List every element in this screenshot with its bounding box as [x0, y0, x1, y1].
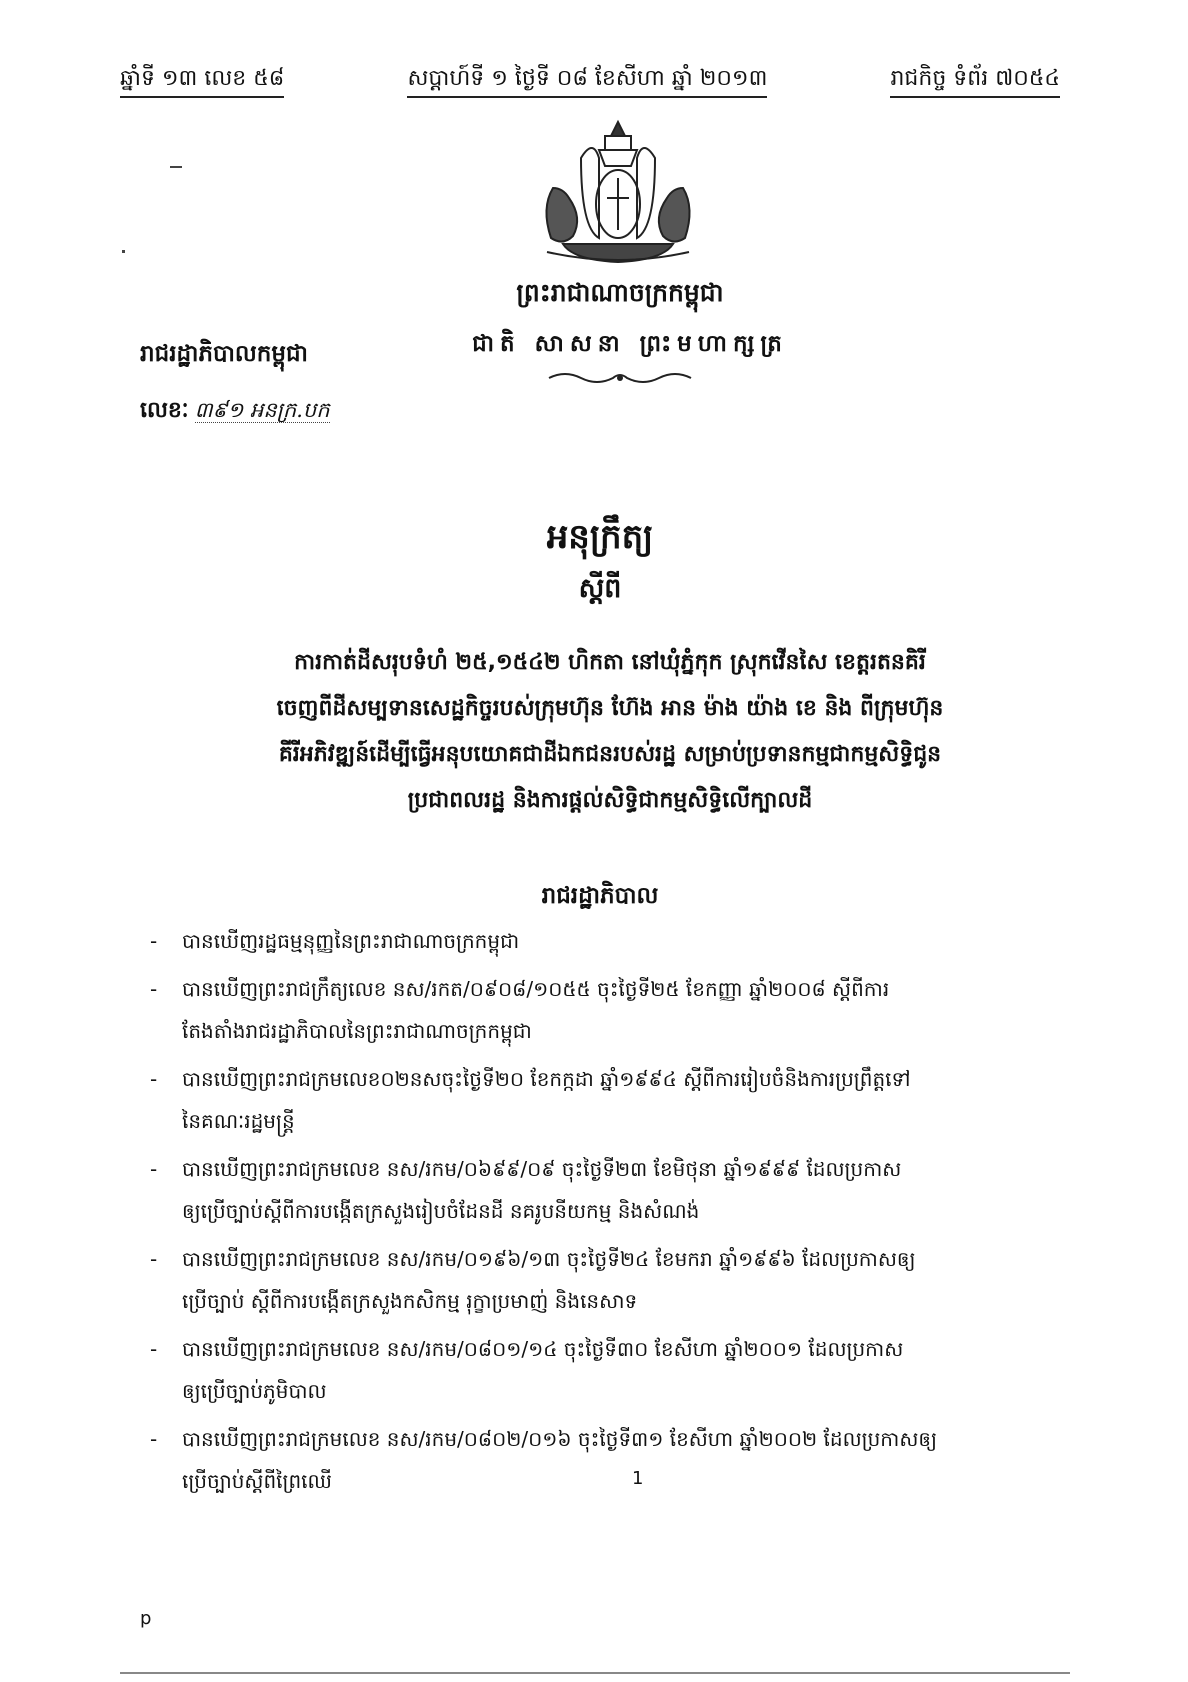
- title-line: ប្រជាពលរដ្ឋ និងការផ្តល់សិទ្ធិជាកម្មសិទ្ធិលើក្បាលដី: [407, 788, 813, 813]
- list-item: [150, 920, 1130, 962]
- scan-speck: [170, 166, 182, 168]
- item-line: ឲ្យប្រើច្បាប់ភូមិបាល: [182, 1379, 327, 1403]
- list-dash: -: [150, 1427, 158, 1451]
- gazette-year-issue: ឆ្នាំទី ១៣ លេខ ៥៨: [120, 62, 284, 98]
- item-line: ប្រើច្បាប់ស្តីពីព្រៃឈើ: [182, 1469, 332, 1493]
- title-line: គីរីអភិវឌ្ឍន៍ដើម្បីធ្វើអនុបយោគជាដីឯកជនរបស់រដ្ឋ សម្រាប់ប្រទានកម្មជាកម្មសិទ្ធិជូន: [278, 742, 942, 767]
- government-heading: រាជរដ្ឋាភិបាល: [541, 883, 659, 909]
- list-item: [150, 1238, 1130, 1322]
- list-dash: -: [150, 1337, 158, 1361]
- ornament-divider-icon: [545, 370, 695, 386]
- list-item: [150, 1148, 1130, 1232]
- royal-coat-of-arms-icon: [533, 118, 703, 268]
- item-line: បានឃើញព្រះរាជក្រមលេខ នស/រកម/០៦៩៩/០៩ ចុះថ្ងៃទី២៣ ខែមិថុនា ឆ្នាំ១៩៩៩ ដែលប្រកាស: [182, 1157, 902, 1181]
- gazette-header: [120, 62, 1060, 102]
- item-line: បានឃើញព្រះរាជក្រមលេខ នស/រកម/០៨០១/១៤ ចុះថ្ងៃទី៣០ ខែសីហា ឆ្នាំ២០០១ ដែលប្រកាស: [182, 1337, 904, 1361]
- list-dash: -: [150, 929, 158, 953]
- title-line: ចេញពីដីសម្បទានសេដ្ឋកិច្ចរបស់ក្រុមហ៊ុន ហ៊ែង អាន ម៉ាង យ៉ាង ខេ និង ពីក្រុមហ៊ុន: [276, 696, 944, 721]
- item-line: នៃគណៈរដ្ឋមន្ត្រី: [182, 1109, 295, 1133]
- list-item: [150, 1328, 1130, 1412]
- item-line: ឲ្យប្រើច្បាប់ស្តីពីការបង្កើតក្រសួងរៀបចំដែនដី នគរូបនីយកម្ម និងសំណង់: [182, 1199, 700, 1223]
- decree-number-label: លេខៈ: [140, 398, 189, 423]
- footer-mark: p: [140, 1608, 152, 1629]
- list-dash: -: [150, 1157, 158, 1181]
- item-line: ប្រើច្បាប់ ស្តីពីការបង្កើតក្រសួងកសិកម្ម រុក្ខាប្រមាញ់ និងនេសាទ: [182, 1289, 638, 1313]
- bottom-rule: [120, 1672, 1070, 1674]
- decree-number-value: ៣៩១ អនក្រ.បក: [194, 398, 330, 422]
- item-line: បានឃើញព្រះរាជក្រមលេខ នស/រកម/០៨០២/០១៦ ចុះថ្ងៃទី៣១ ខែសីហា ឆ្នាំ២០០២ ដែលប្រកាសឲ្យ: [182, 1427, 938, 1451]
- list-dash: -: [150, 1067, 158, 1091]
- national-motto: ជាតិ សាសនា ព្រះមហាក្សត្រ: [472, 331, 788, 357]
- scan-speck: [122, 250, 125, 253]
- gazette-page-ref: រាជកិច្ច ទំព័រ ៧០៥៤: [890, 62, 1060, 98]
- decree-title: [195, 640, 1025, 824]
- list-item: [150, 1058, 1130, 1142]
- item-line: បានឃើញព្រះរាជក្រមលេខ០២នសចុះថ្ងៃទី២០ ខែកក្កដា ឆ្នាំ១៩៩៤ ស្តីពីការរៀបចំនិងការប្រព្រឹត្តទៅ: [182, 1067, 911, 1091]
- item-line: បានឃើញព្រះរាជក្រឹត្យលេខ នស/រកត/០៩០៨/១០៥៥ ចុះថ្ងៃទី២៥ ខែកញ្ញា ឆ្នាំ២០០៨ ស្តីពីការ: [182, 977, 890, 1001]
- about-label: ស្តីពី: [578, 573, 622, 604]
- document-type: អនុក្រឹត្យ: [546, 517, 654, 557]
- issuer-name: រាជរដ្ឋាភិបាលកម្ពុជា: [140, 341, 308, 367]
- page-number: 1: [632, 1468, 644, 1489]
- item-line: តែងតាំងរាជរដ្ឋាភិបាលនៃព្រះរាជាណាចក្រកម្ពុជា: [182, 1019, 532, 1043]
- item-line: បានឃើញព្រះរាជក្រមលេខ នស/រកម/០១៩៦/១៣ ចុះថ្ងៃទី២៤ ខែមករា ឆ្នាំ១៩៩៦ ដែលប្រកាសឲ្យ: [182, 1247, 916, 1271]
- decree-number: [140, 396, 330, 428]
- gazette-date: សប្តាហ៍ទី ១ ថ្ងៃទី ០៨ ខែសីហា ឆ្នាំ ២០១៣: [407, 62, 767, 98]
- list-dash: -: [150, 977, 158, 1001]
- list-item: [150, 1418, 1130, 1502]
- item-line: បានឃើញរដ្ឋធម្មនុញ្ញនៃព្រះរាជាណាចក្រកម្ពុជា: [182, 929, 520, 953]
- kingdom-heading: ព្រះរាជាណាចក្រកម្ពុជា: [516, 278, 724, 307]
- list-dash: -: [150, 1247, 158, 1271]
- title-line: ការកាត់ដីសរុបទំហំ ២៥,១៥៤២ ហិកតា នៅឃុំភ្នំកុក ស្រុកវើនសៃ ខេត្តរតនគិរី: [294, 650, 926, 675]
- list-item: [150, 968, 1130, 1052]
- citation-list: [150, 920, 1130, 1508]
